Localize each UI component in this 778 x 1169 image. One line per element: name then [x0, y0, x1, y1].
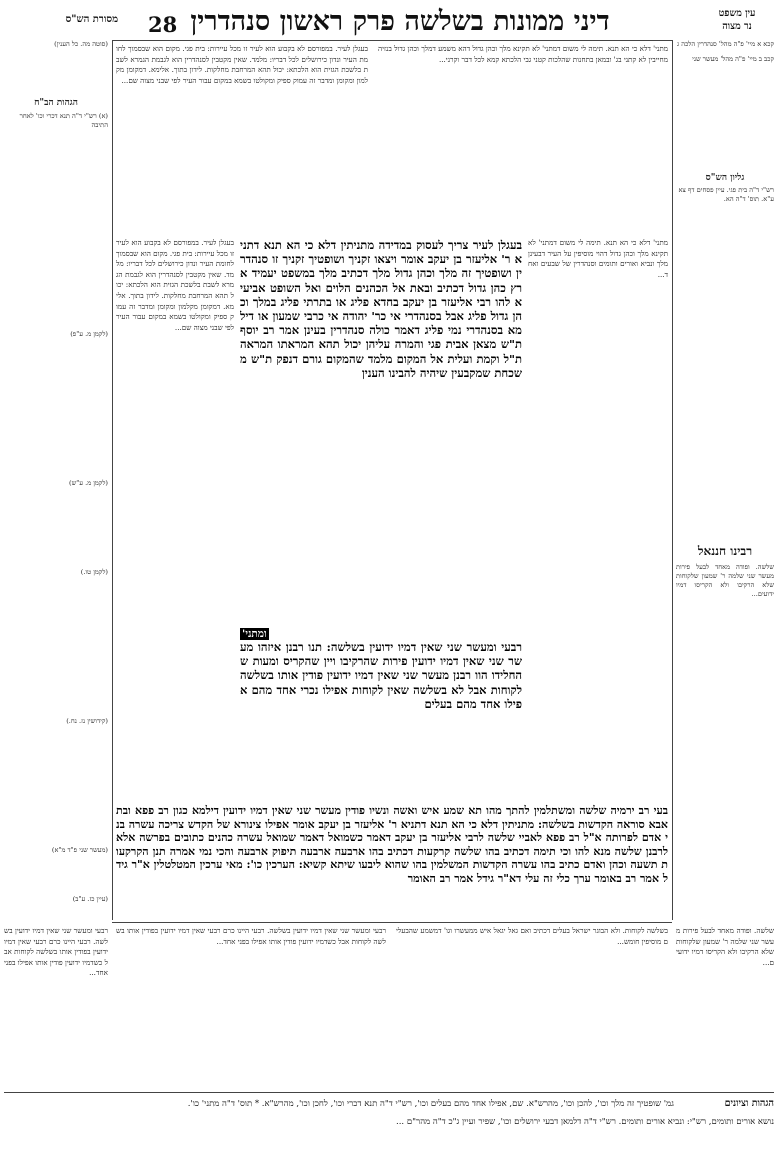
tosafot-commentary: מתני' דלא כי הא תנא. תימה לי משום דמתני' לא תקינא מלך וכהן גדול דהא משמע דמלך וכהן גדול בנזיה מחייבין לא קתני בג' ובמאן בתחנות שהלכות קטני גבי הלכתא קמא לכל דבר וקרני...: [378, 44, 668, 64]
bottom-commentary-left: רבעי ומעשר שני שאין דמיו ידועין בשלשה. רבעי היינו כרם רבעי שאין דמיו ידועין בפודין אותו בשלשה לקוחות אבל כשדמיו ידועין פודין אותו אפילו בפני אחד...: [116, 926, 386, 946]
rabbenu-chananel-title: רבינו חננאל: [697, 544, 753, 558]
bottom-commentary-right: בשלשה לקוחות. ולא הבוגר ישראל בעלים דכתיב ואם גאל יגאל איש ממעשרו וגו' דמשמע שהבעלים מוסיפין חומש...: [396, 926, 668, 946]
rashi-side-column: בעגלן לעיר. במפורסם לא בקבוע הוא לעיר זו מכל עיירות: בית פגי. מקום הוא שבסמוך לחומת העיר ונדון כירושלים לכל דבריו: מלמד. שאין מקטבין לסנהדרין הוא לגבמת הגמרא לשבת בלשכת הגזית הוא הלכתא: יכול תהא המרחבת מחלקות. לידון בתוך. אלימא. דמקומן מקלמון ומקומן ומדבר זה עמוק ספיק ומקולטו בשמא במקום עבור העיר לפי שבני מצוה שם...: [116, 238, 234, 332]
footnote-label: הגהות וציונים: [724, 1098, 774, 1109]
margin-note: (קידושין נז. נח.): [66, 717, 108, 725]
mishnah-highlight: ומתני': [242, 628, 267, 640]
gemara-mishnah-text: רבעי ומעשר שני שאין דמיו ידועין בשלשה: תנו רבנן איזהו מעשר שני שאין דמיו ידועין פירות שהרקיבו ויין שהקריס ומעות שהחלידו הוו רבנן מעשר שני שאין דמיו ידועין פודין אותו בשלשה לקוחות אבל לא בשלשה שאין לקוחות אפילו נכרי אחד מהם אפילו אחד מהם בעלים: [240, 640, 522, 711]
divider: [672, 40, 673, 920]
divider: [4, 1092, 774, 1093]
masoret-hashas-column: [4, 40, 108, 920]
footnote-line: נושא אורים ותומים, רש"י: ונביא אורים ותומים. רש"י ד"ה דלמאן דבעי ירושלים וכו', שפיר ועיין ג"כ ד"ה מהר"ם ...: [396, 1117, 774, 1127]
masoret-bottom: רבעי ומעשר שני שאין דמיו ידועין בשלשה. רבעי היינו כרם רבעי שאין דמיו ידועין בפודין אותו בשלשה לקוחות אבל כשדמיו ידועין פודין אותו אפילו בפני אחד...: [4, 926, 108, 978]
ein-mishpat-entry: קכא א מיי' פ"ה מהל' סנהדרין הלכה ג: [677, 40, 774, 48]
divider: [112, 40, 113, 920]
page-title: דיני ממונות בשלשה פרק ראשון סנהדרין: [190, 6, 610, 37]
rabbenu-chananel-bottom: שלשה. ופודה מאחד לבעל פירות מעשר שני שלמה ר' שמעון שלקוחות שלא הרקיבו ולא הקריסו דמיו ידועים...: [676, 926, 774, 967]
margin-note: (סוטה מה. כל הענין): [54, 40, 108, 48]
divider: [112, 40, 672, 41]
gemara-continuation: בעי רב ירמיה שלשה ומשתלמין להתך מהו תא שמע איש ואשה ונשיו פודין מעשר שני שאין דמיו ידועין דילמא כגון רב פפא ובת אבא סוראה הקדשות בשלשה: מתניתין דלא כי הא תנא דתניא ר' אליעזר בן יעקב אומר אפילו צינורא של הקדש צריכה עשרה בני אדם לפרותה א"ל רב פפא לאביי שלשה לרבי אליעזר בן יעקב דאמר כשמואל דאמר שמואל עשרה כהנים כתובים בפרשה אלא לרבנן שלשה מנא להו וכי תימה דכתיב בהו שלשה קרקעות דכתיב בהו ארבעה ארבעה תיפוק ארבעה והכי נמי אמרה תנן הקרקעות תשעה וכהן ואדם כתיב בהו עשרה הקדשות המשלמין בהו שהוא ליבעו שיתא קשיא: הערכין כו': מאי ערכין המטלטלין א"ר גידל אמר רב באומר ערך כלי זה עלי דא"ר גידל אמר רב האומר: [116, 804, 668, 885]
ein-mishpat-entry: קכב ב מיי' פ"ה מהל' מעשר שני: [692, 55, 774, 63]
ner-mitzvah-label: נר מצוה: [722, 21, 752, 32]
ein-mishpat-column: [676, 40, 774, 920]
margin-note: (עיין כז. ע"ב): [72, 895, 108, 903]
haggahot-habach-title: הגהות הב"ח: [34, 98, 78, 108]
tosafot-side-column: מתני' דלא כי הא תנא. תימה לי משום דמתני' לא תקינא מלך וכהן גדול דהוי מוסיפין על העיר דבעינן מלך ונביא ואורים ותומים וסנהדרין של שבעים ואחד...: [528, 238, 668, 279]
gemara-main-text: בעגלן לעיר צריך לעסוק במדידה מתניתין דלא כי הא תנא דתניא ר' אליעזר בן יעקב אומר ויצאו זקניך ושופטיך זקניך זו סנהדרין ושופטיך זה מלך וכהן גדול מלך דכתיב מלך במשפט יעמיד ארץ כהן גדול דכתיב ובאת אל הכהנים הלוים ואל השופט אביעיא להו רבי אליעזר בן יעקב בחדא פליג או בתרתי פליג במלך וכהן גדול פליג אבל בסנהדרי אי כר' יהודה אי כרבי שמעון או דילמא בסנהדרי נמי פליג דאמר כולה סנהדרין בעינן אמר רב יוסף ת"ש מצאן אבית פגי והמרה עליהן יכול תהא המראתו המראה ת"ל וקמת ועלית אל המקום מלמד שהמקום גורם דנפק ת"ש משכחת שמקבעין שיהיה להבינו הענין: [240, 238, 522, 380]
gilyon-text: רש"י ד"ה בית פגי. עיין פסחים דף צא ע"א. תוס' ד"ה הא.: [678, 186, 774, 203]
divider: [112, 922, 672, 923]
footnote-line: גמ' שופטיך זה מלך וכו', להכן וכו', מהרש"א. שם, אפילו אחד מהם בעלים וכו', רש"י ד"ה תנא דכרי וכו', לחכן וכו', מהרש"א. * תוס' ד"ה מתני' כו'.: [187, 1099, 674, 1109]
mishnah-label: [240, 622, 522, 640]
ein-mishpat-label: עין משפט: [718, 8, 756, 19]
rashi-commentary: בעגלן לעיר. במפורסם לא בקבוע הוא לעיר זו מכל עיירות: בית פגי. מקום הוא שבסמוך לחומת העיר ונדון כירושלים לכל דבריו: מלמד. שאין מקטבין לסנהדרין הוא לגבמת הגמרא לשבת בלשכת הגזית הוא הלכתא: יכול תהא המרחבת מחלקות. לידון בתוך. אלימא. דמקומן מקלמון ומקומן ומדבר זה עמוק ספיק ומקולטו בשמא במקום עבור העיר לפי שבני מצוה שם...: [116, 44, 368, 85]
margin-note: (לקמן מ. ע"ש): [69, 479, 108, 487]
gilyon-title: גליון הש"ס: [705, 173, 745, 183]
margin-note: (לקמן מ. ע"פ): [70, 330, 108, 338]
margin-note: (א) רש"י ד"ה תנא דכרי וכו' לאחר התיבה: [19, 112, 108, 129]
masoret-hashas-label: מסורת הש"ס: [65, 14, 118, 25]
margin-note: (מעשר שני פ"ד מ"א): [51, 846, 108, 854]
rabbenu-chananel-text: שלשה. ופודה מאחד לבעל פירות מעשר שני שלמה ר' שמעון שלקוחות שלא הרקיבו ולא הקריסו דמיו ידועים...: [676, 563, 774, 598]
page-number: 28: [148, 12, 178, 37]
margin-note: (לקמן טו.): [80, 568, 108, 576]
